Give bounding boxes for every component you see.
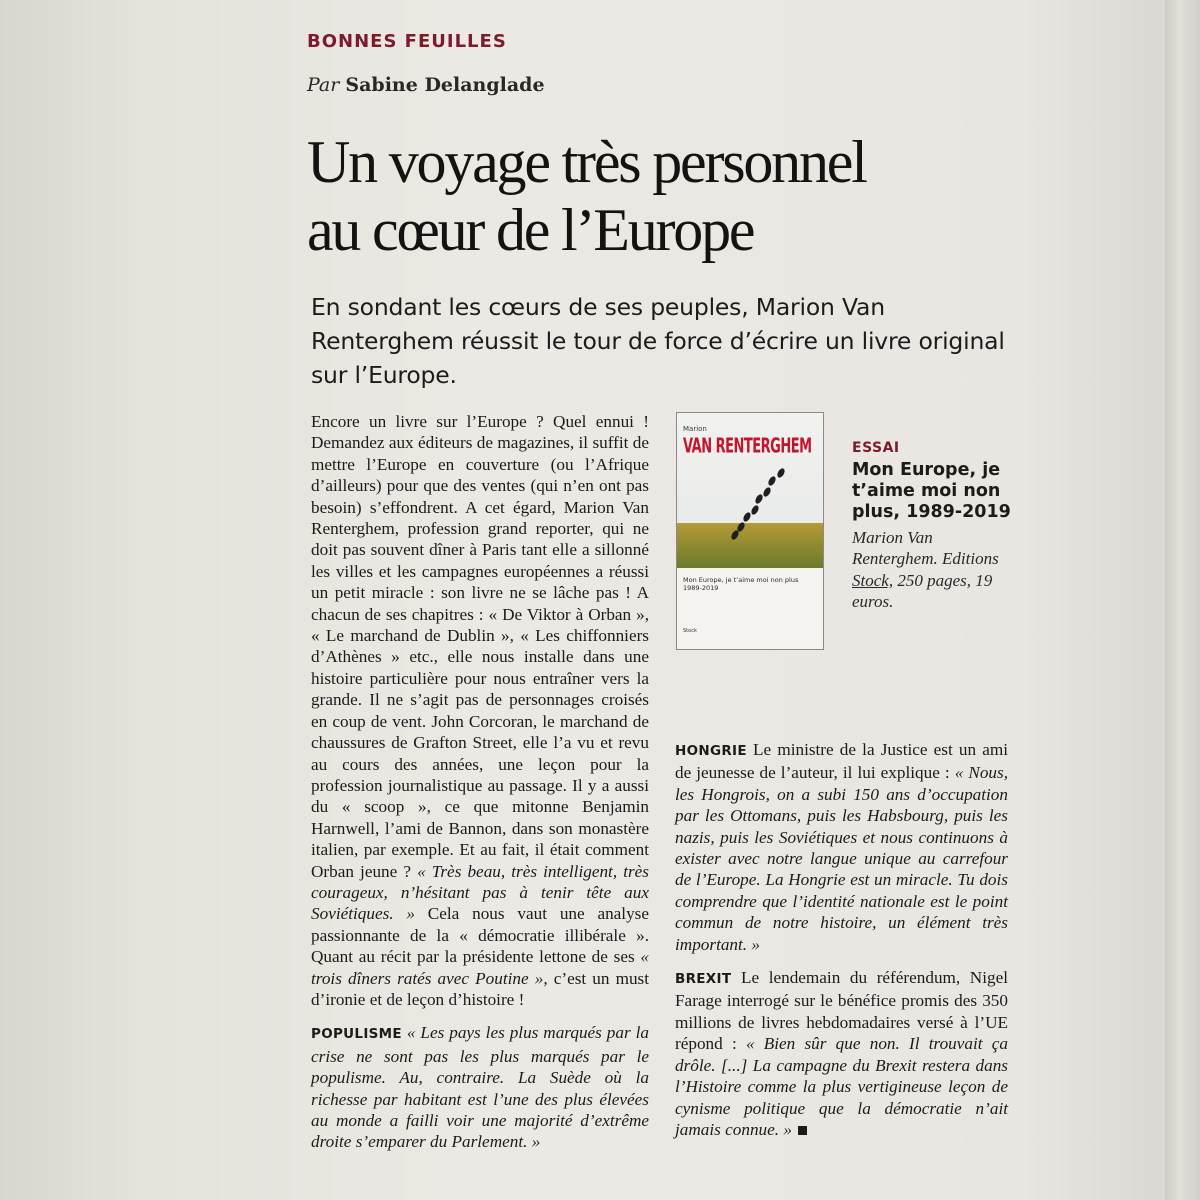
book-publisher-prefix: Editions — [942, 549, 999, 569]
column-right — [675, 675, 1008, 1140]
populisme-quote: « Les pays les plus marqués par la crise ne sont pas les plus marqués par le populisme. Au, contraire. La Suède où la richesse par habitant est l’une des plus élevées au monde a failli voir une majorité d’extrême droite s’emparer du Parlement. » — [311, 1023, 649, 1152]
byline — [307, 74, 545, 96]
headline — [307, 128, 1047, 264]
book-title: Mon Europe, je t’aime moi non plus, 1989-2019 — [852, 460, 1011, 522]
hongrie-paragraph — [675, 739, 1008, 955]
brexit-paragraph — [675, 967, 1008, 1140]
cover-title: Mon Europe, je t’aime moi non plus 1989-2019 — [683, 576, 799, 592]
section-rubric: BONNES FEUILLES — [307, 31, 507, 52]
poutine-quote: « trois dîners ratés avec Poutine » — [311, 947, 649, 988]
book-cover — [676, 412, 824, 650]
intro-paragraph — [311, 411, 649, 1010]
book-genre: ESSAI — [852, 440, 900, 456]
cover-author-first: Marion — [683, 425, 707, 433]
brexit-quote: « Bien sûr que non. Il trouvait ça drôle. [...] La campagne du Brexit restera dans l’Histoire comme la plus vertigineuse leçon de cynisme politique que la démocratie n’ait jamais connue. » — [675, 1034, 1008, 1139]
hongrie-quote: « Nous, les Hongrois, on a subi 150 ans d’occupation par les Ottomans, puis les Habsbourg, puis les nazis, puis les Soviétiques et nous continuons à exister avec notre langue unique au carrefour de l’Europe. La Hongrie est un miracle. Tu dois comprendre que l’identité nationale est le point commun de notre histoire, un élément très important. » — [675, 763, 1009, 954]
headline-line-2: au cœur de l’Europe — [307, 197, 754, 263]
book-pages: 250 pages, — [897, 570, 971, 590]
populisme-paragraph — [311, 1022, 649, 1152]
book-author: Marion Van Renterghem. — [852, 528, 938, 569]
brexit-kicker: BREXIT — [675, 971, 732, 988]
brexit-text: Le lendemain du référendum, Nigel Farage interrogé sur le bénéfice promis des 350 millions de livres hebdomadaires versé à l’UE répond : — [675, 968, 1008, 1054]
intro-text-a: Encore un livre sur l’Europe ? Quel ennui ! Demandez aux éditeurs de magazines, il suffit de mettre l’Europe en couverture (ou l’Afrique d’ailleurs) pour que des ventes (qui n’en ont pas besoin) s’effondrent. A cet égard, Marion Van Renterghem, profession grand reporter, qui ne doit pas souvent dîner à Paris tant elle a sillonné les villes et les campagnes européennes a réussi un petit miracle : son livre ne se lâche pas ! A chacun de ses chapitres : « De Viktor à Orban », « Le marchand de Dublin », « Les chiffonniers d’Athènes » etc., elle nous installe dans une histoire particulière pour nous entraîner vers la grande. Il ne s’agit pas de personnages croisés en coup de vent. John Corcoran, le marchand de chaussures de Grafton Street, elle l’a vu et revu au cours des années, une leçon pour la profession journalistique au passage. Il y a aussi du « scoop », ce que mitonne Benjamin Harnwell, l’ami de Bannon, dans son monastère italien, par exemple. Et au fait, il était comment Orban jeune ? — [311, 412, 649, 881]
byline-author: Sabine Delanglade — [345, 74, 545, 96]
cover-author-last: VAN RENTERGHEM — [683, 435, 812, 459]
intro-text-c: , c’est un must d’ironie et de leçon d’histoire ! — [311, 968, 649, 1009]
byline-prefix: Par — [307, 74, 340, 96]
book-info — [852, 440, 1012, 613]
hongrie-kicker: HONGRIE — [675, 743, 747, 759]
headline-line-1: Un voyage très personnel — [307, 129, 866, 195]
dek: En sondant les cœurs de ses peuples, Marion Van Renterghem réussit le tour de force d’écrire un livre original sur l’Europe. — [311, 293, 1005, 389]
orban-quote: « Très beau, très intelligent, très courageux, n’hésitant pas à tenir tête aux Soviétiques. » — [311, 861, 649, 924]
populisme-kicker: POPULISME — [311, 1026, 402, 1043]
page-edge — [1165, 0, 1200, 1200]
book-publisher: Stock, — [852, 570, 894, 590]
intro-text-b: Cela nous vaut une analyse passionnante de la « démocratie illibérale ». Quant au récit par la présidente lettone de ses — [311, 904, 649, 967]
book-price: 19 euros. — [852, 570, 993, 612]
end-mark-icon — [798, 1126, 807, 1135]
hongrie-text: Le ministre de la Justice est un ami de jeunesse de l’auteur, il lui explique : — [675, 740, 1008, 783]
column-left — [311, 411, 649, 1153]
cover-publisher: Stock — [683, 628, 697, 634]
book-details — [852, 527, 1012, 613]
